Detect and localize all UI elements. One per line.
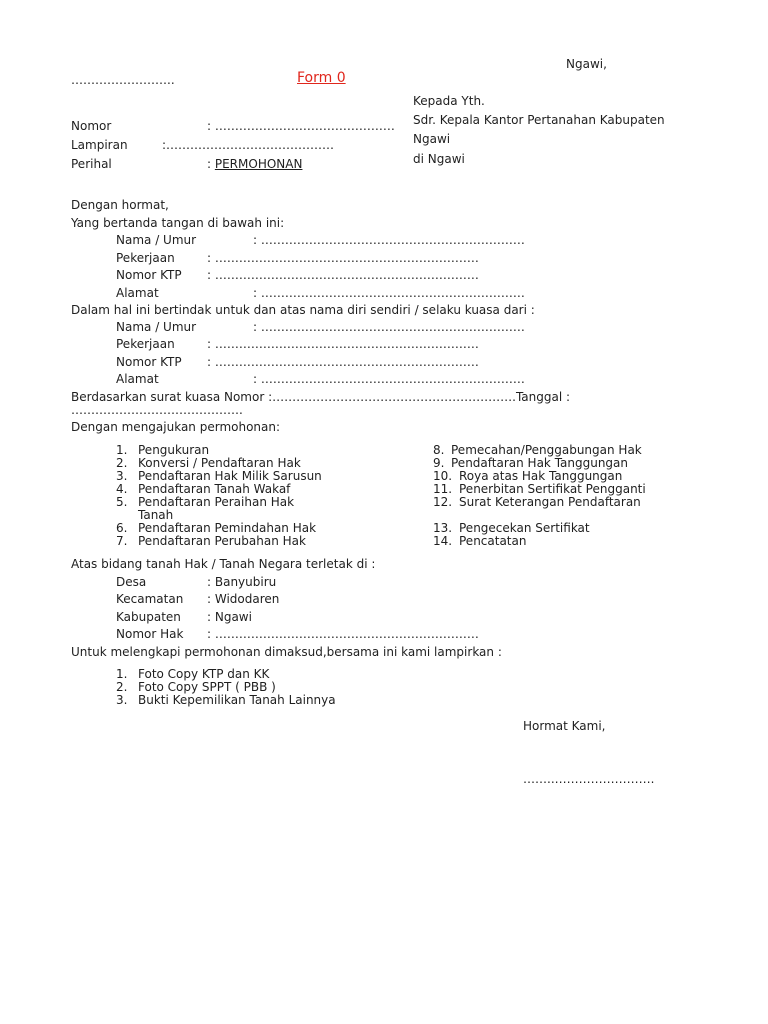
land-intro: Atas bidang tanah Hak / Tanah Negara terletak di : (71, 557, 376, 571)
list-item: 1. Foto Copy KTP dan KK (116, 667, 270, 681)
request-intro: Dengan mengajukan permohonan: (71, 420, 281, 434)
applicant-alamat-label: Alamat (116, 286, 159, 300)
principal-alamat-label: Alamat (116, 372, 159, 386)
attachments-list (116, 668, 416, 707)
top-dots: …………………….. (71, 73, 175, 87)
perihal-value: PERMOHONAN (214, 157, 303, 171)
desa-label: Desa (116, 575, 147, 589)
perihal-colon: : (207, 157, 215, 171)
principal-ktp-label: Nomor KTP (116, 355, 182, 369)
principal-pekerjaan-value: : ………………………………………………………… (207, 337, 479, 351)
signature-line: ……..……………………. (523, 772, 655, 786)
lampiran-label: Lampiran (71, 138, 128, 152)
city-date: Ngawi, (566, 57, 607, 71)
list-item: 10. Roya atas Hak Tanggungan (433, 469, 623, 483)
closing-salutation: Hormat Kami, (523, 719, 606, 733)
nomor-label: Nomor (71, 119, 112, 133)
addressee-line-4: di Ngawi (413, 152, 465, 166)
applicant-nama-value: : ………………………………………………………… (253, 233, 525, 247)
list-item: 7. Pendaftaran Perubahan Hak (116, 534, 306, 548)
list-item: 3. Bukti Kepemilikan Tanah Lainnya (116, 693, 336, 707)
applicant-ktp-value: : ………………………………………………………… (207, 268, 479, 282)
requests-left-list (116, 444, 376, 548)
principal-alamat-value: : ………………………………………………………… (253, 372, 525, 386)
list-item: 1. Pengukuran (116, 443, 210, 457)
principal-pekerjaan-label: Pekerjaan (116, 337, 175, 351)
principal-nama-value: : ………………………………………………………… (253, 320, 525, 334)
attachments-intro: Untuk melengkapi permohonan dimaksud,bersama ini kami lampirkan : (71, 645, 502, 659)
nomor-value: : ……………………………………… (207, 119, 395, 133)
addressee-line-3: Ngawi (413, 132, 451, 146)
list-item: 2. Konversi / Pendaftaran Hak (116, 456, 301, 470)
principal-ktp-value: : ………………………………………………………… (207, 355, 479, 369)
kabupaten-label: Kabupaten (116, 610, 181, 624)
lampiran-value: :…………………………………… (162, 138, 335, 152)
kuasa-line-2: ……………………………………. (71, 403, 243, 417)
kuasa-line-1: Berdasarkan surat kuasa Nomor :…………………………………………………….Tanggal : (71, 390, 571, 404)
list-item: 5. Pendaftaran Peraihan Hak Tanah (116, 495, 295, 522)
list-item: 3. Pendaftaran Hak Milik Sarusun (116, 469, 322, 483)
principal-nama-label: Nama / Umur (116, 320, 197, 334)
nomor-hak-value: : ………………………………………………………… (207, 627, 479, 641)
addressee-line-2: Sdr. Kepala Kantor Pertanahan Kabupaten (413, 113, 665, 127)
perihal-field (207, 157, 302, 172)
list-item: 11. Penerbitan Sertifikat Pengganti (433, 482, 646, 496)
form-title: Form 0 (297, 70, 346, 86)
desa-value: : Banyubiru (207, 575, 277, 589)
list-item: 14. Pencatatan (433, 534, 527, 548)
applicant-nama-label: Nama / Umur (116, 233, 197, 247)
addressee-line-1: Kepada Yth. (413, 94, 485, 108)
list-item: 2. Foto Copy SPPT ( PBB ) (116, 680, 276, 694)
applicant-alamat-value: : ………………………………………………………… (253, 286, 525, 300)
list-item: 6. Pendaftaran Pemindahan Hak (116, 521, 317, 535)
kabupaten-value: : Ngawi (207, 610, 252, 624)
nomor-hak-label: Nomor Hak (116, 627, 184, 641)
signer-intro: Yang bertanda tangan di bawah ini: (71, 216, 285, 230)
list-item: 12. Surat Keterangan Pendaftaran (433, 495, 641, 509)
perihal-label: Perihal (71, 157, 112, 171)
list-item: 8. Pemecahan/Penggabungan Hak (433, 443, 642, 457)
kecamatan-value: : Widodaren (207, 592, 280, 606)
applicant-ktp-label: Nomor KTP (116, 268, 182, 282)
list-item: 9. Pendaftaran Hak Tanggungan (433, 456, 629, 470)
requests-right-list (433, 444, 753, 548)
kecamatan-label: Kecamatan (116, 592, 184, 606)
proxy-intro: Dalam hal ini bertindak untuk dan atas nama diri sendiri / selaku kuasa dari : (71, 303, 535, 317)
greeting: Dengan hormat, (71, 198, 169, 212)
applicant-pekerjaan-value: : ………………………………………………………… (207, 251, 479, 265)
list-item: 4. Pendaftaran Tanah Wakaf (116, 482, 291, 496)
applicant-pekerjaan-label: Pekerjaan (116, 251, 175, 265)
list-item: 13. Pengecekan Sertifikat (433, 521, 590, 535)
